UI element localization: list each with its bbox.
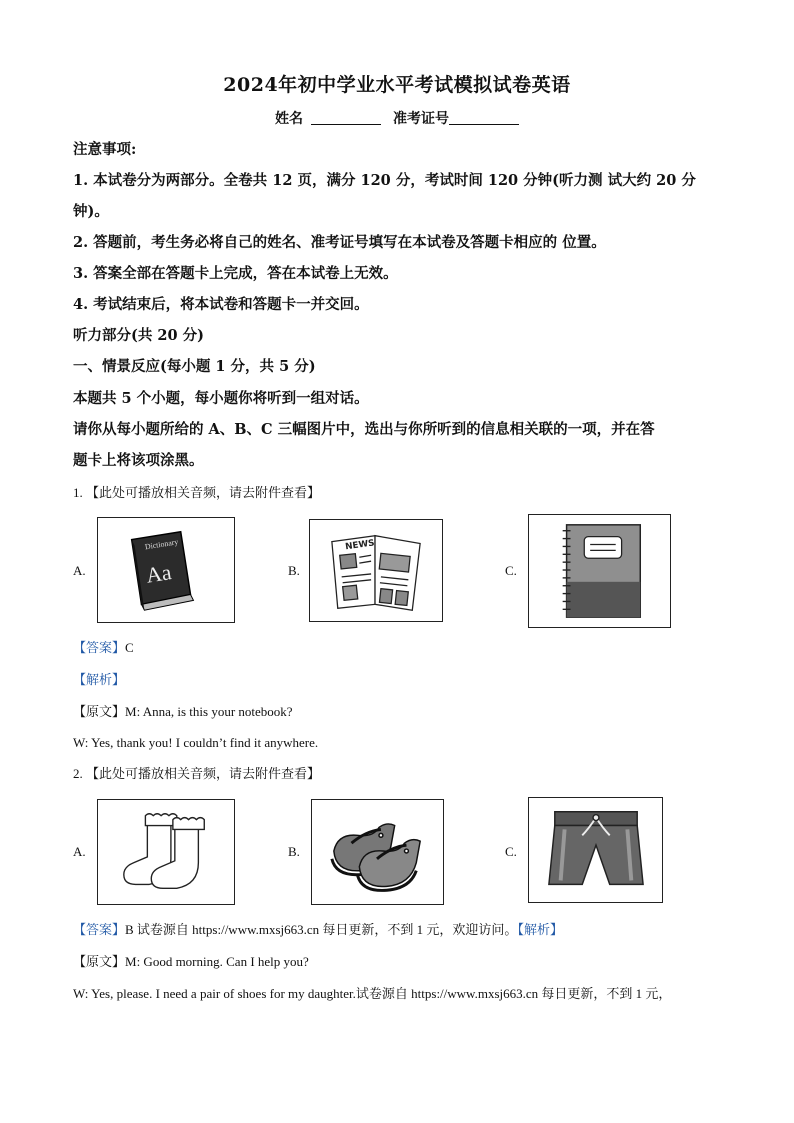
q2-answer	[73, 920, 724, 940]
q1-source	[73, 702, 724, 722]
page-title: 2024年初中学业水平考试模拟试卷英语	[223, 74, 571, 96]
instruction-1: 本题共 5 个小题，每小题你将听到一组对话。	[73, 390, 369, 407]
name-exam-line	[0, 108, 794, 128]
q2-analysis-label: 【解析】	[517, 922, 563, 937]
instruction-2-cont: 题卡上将该项涂黑。	[73, 452, 204, 469]
q2-answer-text: B 试卷源自 https://www.mxsj663.cn 每日更新，不到 1 元，欢迎访问。	[125, 922, 518, 937]
q1-option-b-label: B.	[288, 563, 300, 578]
name-label: 姓名	[275, 111, 303, 127]
q1-answer-label: 【答案】	[73, 640, 126, 655]
dict-letters-text: Aa	[144, 560, 174, 588]
dictionary-image[interactable]	[97, 517, 235, 623]
exam-no-label: 准考证号	[393, 111, 449, 127]
notebook-image[interactable]	[528, 514, 671, 628]
q1-answer-value: C	[125, 640, 134, 655]
q2-source-line-1: M: Good morning. Can I help you?	[125, 954, 309, 969]
newspaper-image[interactable]	[309, 519, 443, 622]
q1-answer	[73, 638, 724, 658]
q2-source-label: 【原文】	[73, 954, 126, 969]
q1-option-a-label: A.	[73, 563, 86, 578]
shorts-image[interactable]	[528, 797, 663, 903]
news-text: NEWS	[344, 538, 376, 553]
notebook-icon	[563, 525, 641, 617]
note-item-4: 4. 考试结束后，将本试卷和答题卡一并交回。	[73, 296, 369, 313]
q2-answer-label: 【答案】	[73, 922, 126, 937]
socks-image[interactable]	[97, 799, 235, 905]
dict-title-text: Dictionary	[144, 537, 179, 552]
note-item-1: 1. 本试卷分为两部分。全卷共 12 页，满分 120 分，考试时间 120 分钟(听力测 试大约 20 分	[73, 172, 696, 189]
shorts-icon	[549, 812, 643, 885]
q2-stem: 2. 【此处可播放相关音频，请去附件查看】	[73, 766, 321, 781]
part1-title: 一、情景反应(每小题 1 分，共 5 分)	[73, 358, 316, 375]
q1-option-c-label: C.	[505, 563, 517, 578]
note-item-2: 2. 答题前，考生务必将自己的姓名、准考证号填写在本试卷及答题卡相应的 位置。	[73, 234, 606, 251]
note-item-1-cont: 钟)。	[73, 203, 109, 220]
q1-source-label: 【原文】	[73, 704, 126, 719]
q2-source-line-2: W: Yes, please. I need a pair of shoes for my daughter.试卷源自 https://www.mxsj663.cn 每日更新，不到 1 元，	[73, 986, 672, 1001]
q1-analysis-label: 【解析】	[73, 672, 126, 687]
section-title: 听力部分(共 20 分)	[73, 327, 204, 344]
instruction-2: 请你从每小题所给的 A、B、C 三幅图片中，选出与你所听到的信息相关联的一项，并在答	[73, 421, 655, 438]
q2-option-b-label: B.	[288, 844, 300, 859]
q2-source	[73, 952, 724, 972]
shoes-image[interactable]	[311, 799, 444, 905]
shoes-icon	[332, 824, 420, 891]
notes-heading: 注意事项:	[73, 141, 137, 158]
q2-option-a-label: A.	[73, 844, 86, 859]
name-blank[interactable]	[311, 110, 381, 125]
q2-option-c-label: C.	[505, 844, 517, 859]
socks-icon	[124, 814, 204, 889]
q1-stem: 1. 【此处可播放相关音频，请去附件查看】	[73, 485, 321, 500]
q1-source-line-1: M: Anna, is this your notebook?	[125, 704, 293, 719]
q1-source-line-2: W: Yes, thank you! I couldn’t find it anywhere.	[73, 735, 319, 750]
note-item-3: 3. 答案全部在答题卡上完成，答在本试卷上无效。	[73, 265, 398, 282]
exam-no-blank[interactable]	[449, 110, 519, 125]
dictionary-icon	[132, 532, 194, 610]
